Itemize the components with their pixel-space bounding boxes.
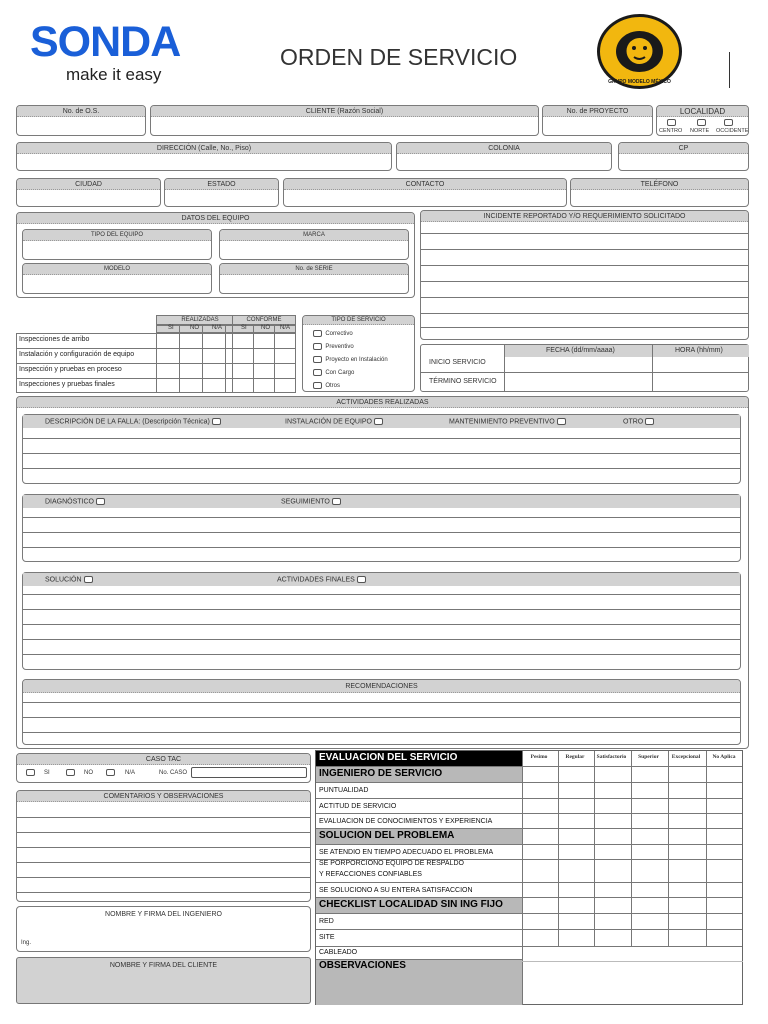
norte-checkbox[interactable] [697,119,706,126]
firma-ingeniero-box[interactable]: NOMBRE Y FIRMA DEL INGENIERO Ing. [16,906,311,952]
caso-no-checkbox[interactable] [66,769,75,776]
observaciones-header: OBSERVACIONES [316,959,522,1005]
eval-row: SE ATENDIO EN TIEMPO ADECUADO EL PROBLEMA [319,849,494,856]
inspeccion-row-label: Inspecciones de arribo [19,336,90,343]
diagnostico-checkbox[interactable] [96,498,105,505]
otros-checkbox[interactable] [313,382,322,389]
inicio-servicio-label: INICIO SERVICIO [429,359,486,366]
firma-cliente-box[interactable]: NOMBRE Y FIRMA DEL CLIENTE [16,957,311,1004]
brand-name: SONDA [30,18,181,66]
falla-checkbox[interactable] [212,418,221,425]
caso-tac-section: CASO TAC SI NO N/A No. CASO [16,753,311,783]
tiempos-table: FECHA (dd/mm/aaaa) HORA (hh/mm) INICIO SERVICIO TÉRMINO SERVICIO [420,344,749,392]
brand-tagline: make it easy [66,65,162,84]
diagnostico-box[interactable]: DIAGNÓSTICO SEGUIMIENTO [22,494,741,562]
eval-row: RED [319,918,334,925]
correctivo-checkbox[interactable] [313,330,322,337]
inspecciones-table: REALIZADAS CONFORME SI NO N/A SI NO N/A Inspecciones de arribo Instalación y configuración de equipo Inspección y pruebas en proceso Inspecciones y pruebas finales [16,315,300,393]
sonda-logo [26,18,196,90]
eval-col-satisfactorio: Satisfactorio [596,754,627,760]
otro-checkbox[interactable] [645,418,654,425]
occidente-checkbox[interactable] [724,119,733,126]
recomendaciones-box[interactable]: RECOMENDACIONES [22,679,741,745]
instalacion-checkbox[interactable] [374,418,383,425]
contacto-field[interactable]: CONTACTO [283,178,567,207]
eval-row: CABLEADO [319,949,358,956]
caso-si-checkbox[interactable] [26,769,35,776]
eval-col-regular: Regular [565,754,585,760]
actividades-finales-checkbox[interactable] [357,576,366,583]
colonia-field[interactable]: COLONIA [396,142,612,171]
incidente-section[interactable]: INCIDENTE REPORTADO Y/O REQUERIMIENTO SOLICITADO [420,210,749,340]
marca-field[interactable]: MARCA [219,229,409,260]
ciudad-field[interactable]: CIUDAD [16,178,161,207]
comentarios-section[interactable]: COMENTARIOS Y OBSERVACIONES [16,790,311,902]
tipo-servicio-section: TIPO DE SERVICIO Correctivo Preventivo Proyecto en Instalación Con Cargo Otros [302,315,415,392]
solucion-header: SOLUCION DEL PROBLEMA [316,829,522,844]
page-title: ORDEN DE SERVICIO [280,44,518,70]
eval-col-excepcional: Excepcional [671,754,701,760]
eval-col-no-aplica: No Aplica [712,754,736,760]
falla-box[interactable]: DESCRIPCIÓN DE LA FALLA: (Descripción Técnica) INSTALACIÓN DE EQUIPO MANTENIMIENTO PREVENTIVO OTRO [22,414,741,484]
centro-checkbox[interactable] [667,119,676,126]
eval-row: PUNTUALIDAD [319,787,369,794]
no-proyecto-field[interactable]: No. de PROYECTO [542,105,653,136]
eval-row: SE PORPORCIONO EQUIPO DE RESPALDO [319,860,464,867]
seal-text: GRUPO MODELO MÉXICO [608,79,671,85]
proyecto-checkbox[interactable] [313,356,322,363]
grupo-modelo-seal [597,14,682,89]
eval-row: SITE [319,934,335,941]
no-caso-input[interactable] [191,767,307,778]
cp-field[interactable]: CP [618,142,749,171]
lion-icon [616,31,663,72]
modelo-field[interactable]: MODELO [22,263,212,294]
inspeccion-row-label: Instalación y configuración de equipo [19,351,135,358]
eval-row: EVALUACION DE CONOCIMIENTOS Y EXPERIENCIA [319,818,493,825]
eval-col-superior: Superior [638,754,659,760]
solucion-checkbox[interactable] [84,576,93,583]
localidad-field: LOCALIDAD CENTRO NORTE OCCIDENTE [656,105,749,136]
ingeniero-header: INGENIERO DE SERVICIO [316,767,522,782]
preventivo-checkbox[interactable] [313,343,322,350]
con-cargo-checkbox[interactable] [313,369,322,376]
actividades-section: ACTIVIDADES REALIZADAS [16,396,749,749]
datos-equipo-section: DATOS DEL EQUIPO [16,212,415,298]
no-os-field[interactable]: No. de O.S. [16,105,146,136]
cliente-field[interactable]: CLIENTE (Razón Social) [150,105,539,136]
telefono-field[interactable]: TELÉFONO [570,178,749,207]
inspeccion-row-label: Inspección y pruebas en proceso [19,366,122,373]
checklist-header: CHECKLIST LOCALIDAD SIN ING FIJO [316,898,522,913]
eval-col-pesimo: Pesimo [530,754,548,760]
inspeccion-row-label: Inspecciones y pruebas finales [19,381,115,388]
caso-na-checkbox[interactable] [106,769,115,776]
evaluacion-title: EVALUACION DEL SERVICIO [316,751,522,766]
solucion-box[interactable]: SOLUCIÓN ACTIVIDADES FINALES [22,572,741,670]
eval-row: Y REFACCIONES CONFIABLES [319,871,422,878]
tipo-equipo-field[interactable]: TIPO DEL EQUIPO [22,229,212,260]
eval-row: ACTITUD DE SERVICIO [319,803,397,810]
direccion-field[interactable]: DIRECCIÓN (Calle, No., Piso) [16,142,392,171]
serie-field[interactable]: No. de SERIE [219,263,409,294]
estado-field[interactable]: ESTADO [164,178,279,207]
mantenimiento-checkbox[interactable] [557,418,566,425]
eval-row: SE SOLUCIONO A SU ENTERA SATISFACCION [319,887,473,894]
evaluacion-table [315,750,743,1005]
termino-servicio-label: TÉRMINO SERVICIO [429,378,497,385]
seguimiento-checkbox[interactable] [332,498,341,505]
